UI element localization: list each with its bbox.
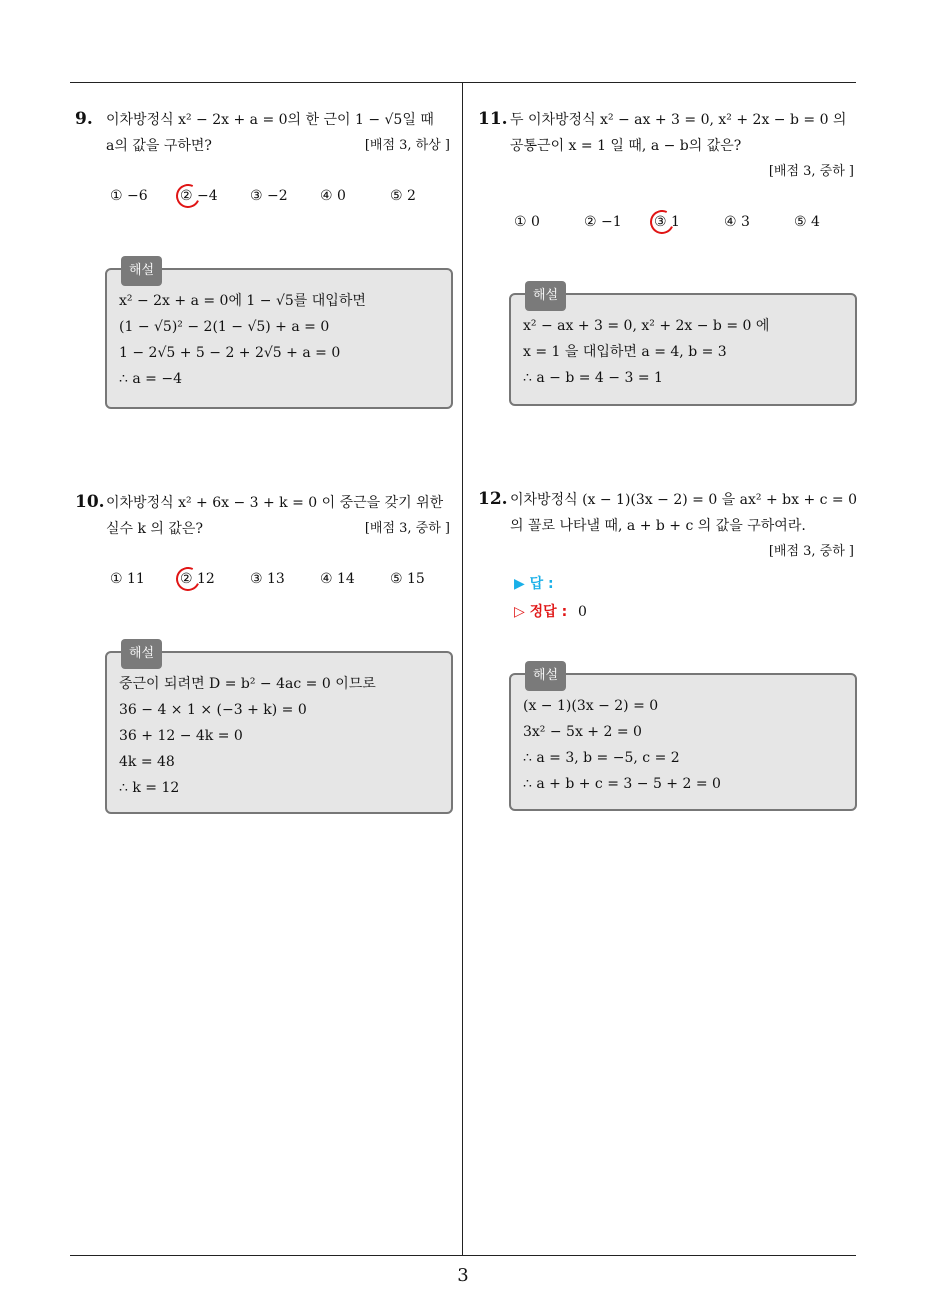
choice-5[interactable]: ⑤ 15 xyxy=(390,571,425,587)
solution-label: 해설 xyxy=(525,281,566,311)
question-line: 이차방정식 x² − 2x + a = 0의 한 근이 1 − √5일 때 xyxy=(106,112,434,128)
correct-answer-label xyxy=(514,599,587,625)
solution-label: 해설 xyxy=(525,661,566,691)
choice-4[interactable]: ④ 0 xyxy=(320,188,346,204)
solution-line: 1 − 2√5 + 5 − 2 + 2√5 + a = 0 xyxy=(119,345,341,361)
solution-line: x² − 2x + a = 0에 1 − √5를 대입하면 xyxy=(119,293,366,309)
problem-number: 10. xyxy=(75,492,105,512)
solution-line: 중근이 되려면 D = b² − 4ac = 0 이므로 xyxy=(119,676,376,692)
solution-label: 해설 xyxy=(121,639,162,669)
solution-line: 36 + 12 − 4k = 0 xyxy=(119,728,243,744)
solution-line: x² − ax + 3 = 0, x² + 2x − b = 0 에 xyxy=(523,318,770,334)
question-line: 공통근이 x = 1 일 때, a − b의 값은? xyxy=(510,138,742,154)
choice-3[interactable]: ③ 13 xyxy=(250,571,285,587)
solution-box xyxy=(509,668,857,811)
problem-number: 11. xyxy=(478,109,508,129)
column-divider xyxy=(462,83,463,1256)
question-line: 이차방정식 x² + 6x − 3 + k = 0 이 중근을 갖기 위한 xyxy=(106,495,444,511)
choice-4[interactable]: ④ 14 xyxy=(320,571,355,587)
solution-line: ∴ k = 12 xyxy=(119,780,180,796)
choice-1[interactable]: ① 0 xyxy=(514,214,540,230)
choice-5[interactable]: ⑤ 4 xyxy=(794,214,820,230)
solution-line: x = 1 을 대입하면 a = 4, b = 3 xyxy=(523,344,727,360)
problem-number: 12. xyxy=(478,489,508,509)
correct-value: 0 xyxy=(578,604,587,620)
solution-line: ∴ a − b = 4 − 3 = 1 xyxy=(523,370,663,386)
problem-number: 9. xyxy=(75,109,93,129)
choice-5[interactable]: ⑤ 2 xyxy=(390,188,416,204)
score-difficulty: [배점 3, 중하 ] xyxy=(768,544,854,559)
choice-3[interactable]: ③ −2 xyxy=(250,188,288,204)
solution-line: 4k = 48 xyxy=(119,754,175,770)
question-line: a의 값을 구하면? xyxy=(106,138,212,154)
score-difficulty: [배점 3, 하상 ] xyxy=(364,138,450,153)
choice-4[interactable]: ④ 3 xyxy=(724,214,750,230)
solution-box xyxy=(509,288,857,406)
solution-line: 3x² − 5x + 2 = 0 xyxy=(523,724,642,740)
score-difficulty: [배점 3, 중하 ] xyxy=(768,164,854,179)
score-difficulty: [배점 3, 중하 ] xyxy=(364,521,450,536)
answer-prompt[interactable]: ▶ 답 : xyxy=(514,576,554,592)
solution-line: ∴ a = −4 xyxy=(119,371,182,387)
top-rule xyxy=(70,82,856,83)
solution-box xyxy=(105,646,453,814)
solution-box xyxy=(105,263,453,409)
solution-line: 36 − 4 × 1 × (−3 + k) = 0 xyxy=(119,702,307,718)
question-line: 의 꼴로 나타낼 때, a + b + c 의 값을 구하여라. xyxy=(510,518,806,534)
correct-label: ▷ 정답 : xyxy=(514,604,568,620)
choice-2[interactable]: ② 12 xyxy=(180,571,215,587)
choice-3[interactable]: ③ 1 xyxy=(654,214,680,230)
question-line: 두 이차방정식 x² − ax + 3 = 0, x² + 2x − b = 0 의 xyxy=(510,112,847,128)
question-line: 이차방정식 (x − 1)(3x − 2) = 0 을 ax² + bx + c = 0 xyxy=(510,492,858,508)
page-number: 3 xyxy=(457,1265,469,1286)
bottom-rule xyxy=(70,1255,856,1256)
choice-2[interactable]: ② −1 xyxy=(584,214,622,230)
choice-1[interactable]: ① 11 xyxy=(110,571,145,587)
solution-line: (x − 1)(3x − 2) = 0 xyxy=(523,698,659,714)
choice-2[interactable]: ② −4 xyxy=(180,188,218,204)
solution-line: (1 − √5)² − 2(1 − √5) + a = 0 xyxy=(119,319,330,335)
choice-1[interactable]: ① −6 xyxy=(110,188,148,204)
solution-label: 해설 xyxy=(121,256,162,286)
solution-line: ∴ a + b + c = 3 − 5 + 2 = 0 xyxy=(523,776,721,792)
solution-line: ∴ a = 3, b = −5, c = 2 xyxy=(523,750,680,766)
question-line: 실수 k 의 값은? xyxy=(106,521,203,537)
